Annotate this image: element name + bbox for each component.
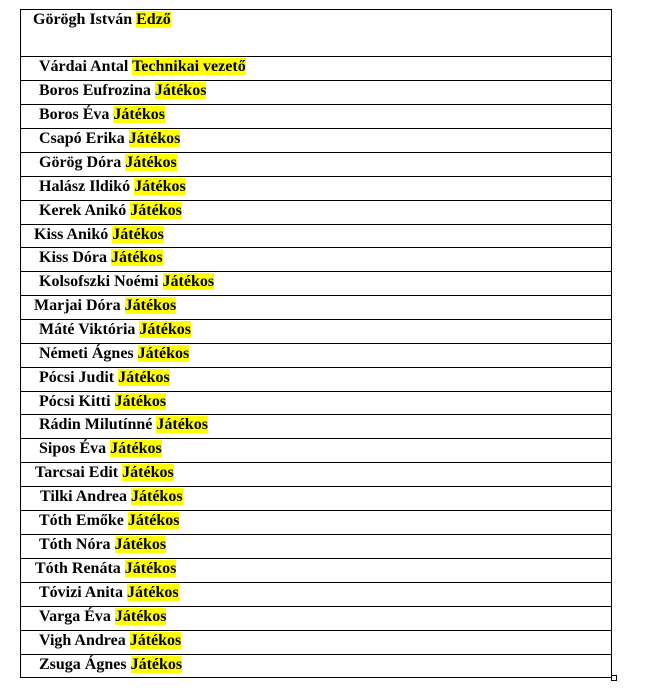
person-name: Kolsofszki Noémi xyxy=(39,273,159,290)
roster-row xyxy=(21,201,612,225)
roster-row xyxy=(21,607,612,631)
role-highlight: Játékos xyxy=(137,345,190,362)
role-highlight: Technikai vezető xyxy=(132,58,246,75)
roster-cell[interactable] xyxy=(21,487,612,511)
role-highlight: Játékos xyxy=(122,464,174,481)
roster-row xyxy=(21,153,612,177)
roster-cell[interactable] xyxy=(21,248,612,272)
role-highlight: Játékos xyxy=(118,369,170,386)
role-highlight: Edző xyxy=(136,11,171,28)
person-name: Tóth Nóra xyxy=(39,536,111,553)
roster-cell[interactable] xyxy=(21,631,612,655)
roster-cell[interactable] xyxy=(21,439,612,463)
role-highlight: Játékos xyxy=(162,273,215,290)
person-name: Tóvizi Anita xyxy=(39,584,124,601)
roster-cell[interactable] xyxy=(21,57,612,81)
roster-row xyxy=(21,631,612,655)
role-highlight: Játékos xyxy=(114,536,167,553)
roster-row xyxy=(21,463,612,487)
roster-row xyxy=(21,559,612,583)
role-highlight: Játékos xyxy=(131,488,183,505)
roster-cell[interactable] xyxy=(21,535,612,559)
roster-row xyxy=(21,415,612,439)
person-name: Marjai Dóra xyxy=(34,297,121,314)
roster-table xyxy=(20,9,612,678)
roster-cell[interactable] xyxy=(21,105,612,129)
roster-cell[interactable] xyxy=(21,344,612,368)
roster-cell[interactable] xyxy=(21,607,612,631)
roster-row xyxy=(21,439,612,463)
person-name: Sipos Éva xyxy=(39,440,107,457)
person-name: Görögh István xyxy=(33,11,133,28)
role-highlight: Játékos xyxy=(110,440,162,457)
person-name: Tarcsai Edit xyxy=(35,464,119,481)
role-highlight: Játékos xyxy=(128,130,181,147)
roster-cell[interactable] xyxy=(21,81,612,105)
person-name: Kiss Anikó xyxy=(34,226,109,243)
person-name: Halász Ildikó xyxy=(39,178,131,195)
table-resize-handle[interactable] xyxy=(611,675,617,681)
roster-cell[interactable] xyxy=(21,10,612,57)
role-highlight: Játékos xyxy=(134,178,186,195)
roster-row xyxy=(21,129,612,153)
person-name: Rádin Milutínné xyxy=(39,416,153,433)
roster-row xyxy=(21,487,612,511)
roster-row xyxy=(21,535,612,559)
role-highlight: Játékos xyxy=(154,82,207,99)
roster-cell[interactable] xyxy=(21,296,612,320)
roster-row xyxy=(21,511,612,535)
roster-cell[interactable] xyxy=(21,177,612,201)
roster-body xyxy=(21,10,612,678)
roster-row xyxy=(21,177,612,201)
role-highlight: Játékos xyxy=(113,106,165,123)
person-name: Tóth Emőke xyxy=(39,512,124,529)
person-name: Pócsi Kitti xyxy=(39,393,111,410)
person-name: Boros Eufrozina xyxy=(39,82,151,99)
person-name: Tilki Andrea xyxy=(40,488,127,505)
role-highlight: Játékos xyxy=(130,656,183,673)
role-highlight: Játékos xyxy=(130,202,182,219)
role-highlight: Játékos xyxy=(127,512,180,529)
roster-cell[interactable] xyxy=(21,559,612,583)
role-highlight: Játékos xyxy=(156,416,208,433)
roster-cell[interactable] xyxy=(21,320,612,344)
person-name: Boros Éva xyxy=(39,106,110,123)
roster-row xyxy=(21,320,612,344)
roster-cell[interactable] xyxy=(21,415,612,439)
roster-cell[interactable] xyxy=(21,201,612,225)
roster-cell[interactable] xyxy=(21,272,612,296)
roster-cell[interactable] xyxy=(21,511,612,535)
role-highlight: Játékos xyxy=(124,560,177,577)
person-name: Tóth Renáta xyxy=(35,560,121,577)
roster-row xyxy=(21,105,612,129)
person-name: Várdai Antal xyxy=(39,58,129,75)
person-name: Vigh Andrea xyxy=(39,632,126,649)
role-highlight: Játékos xyxy=(127,584,179,601)
role-highlight: Játékos xyxy=(124,297,177,314)
roster-row xyxy=(21,81,612,105)
person-name: Németi Ágnes xyxy=(39,345,134,362)
roster-row xyxy=(21,655,612,678)
roster-cell[interactable] xyxy=(21,225,612,248)
person-name: Zsuga Ágnes xyxy=(39,656,127,673)
roster-row xyxy=(21,57,612,81)
roster-cell[interactable] xyxy=(21,655,612,678)
roster-row xyxy=(21,344,612,368)
roster-row xyxy=(21,583,612,607)
roster-cell[interactable] xyxy=(21,463,612,487)
roster-cell[interactable] xyxy=(21,583,612,607)
role-highlight: Játékos xyxy=(114,608,167,625)
person-name: Pócsi Judit xyxy=(39,369,115,386)
roster-row xyxy=(21,368,612,392)
person-name: Görög Dóra xyxy=(39,154,122,171)
roster-cell[interactable] xyxy=(21,392,612,415)
role-highlight: Játékos xyxy=(139,321,191,338)
roster-row xyxy=(21,392,612,415)
roster-row xyxy=(21,272,612,296)
role-highlight: Játékos xyxy=(111,249,163,266)
roster-row-coach xyxy=(21,10,612,57)
person-name: Kiss Dóra xyxy=(39,249,107,266)
roster-row xyxy=(21,248,612,272)
roster-cell[interactable] xyxy=(21,129,612,153)
person-name: Varga Éva xyxy=(39,608,111,625)
role-highlight: Játékos xyxy=(114,393,167,410)
roster-row xyxy=(21,296,612,320)
person-name: Máté Viktória xyxy=(39,321,136,338)
roster-cell[interactable] xyxy=(21,368,612,392)
person-name: Csapó Erika xyxy=(39,130,125,147)
role-highlight: Játékos xyxy=(112,226,164,243)
roster-cell[interactable] xyxy=(21,153,612,177)
role-highlight: Játékos xyxy=(129,632,182,649)
person-name: Kerek Anikó xyxy=(39,202,127,219)
role-highlight: Játékos xyxy=(125,154,177,171)
roster-row xyxy=(21,225,612,248)
